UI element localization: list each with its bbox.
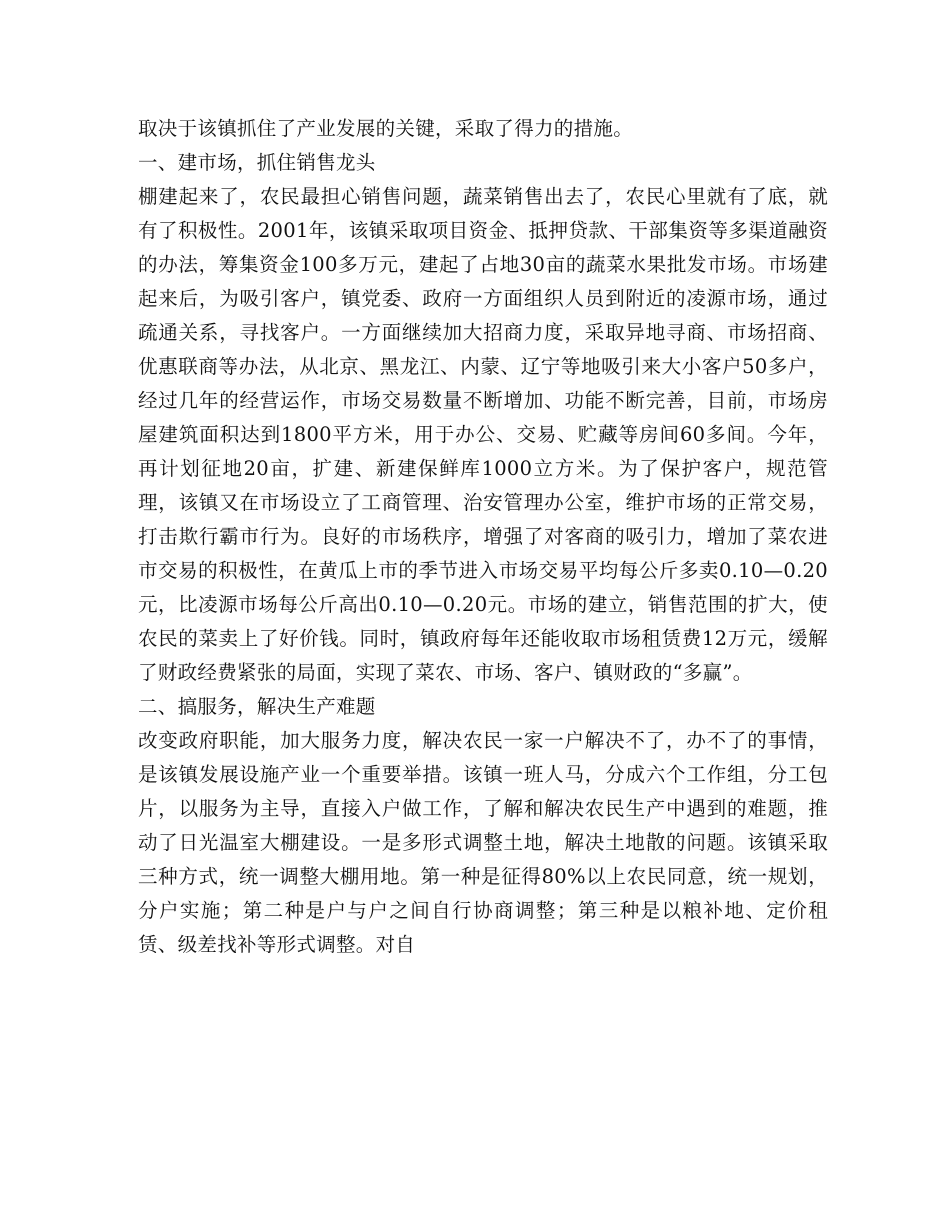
paragraph-market: 棚建起来了，农民最担心销售问题，蔬菜销售出去了，农民心里就有了底，就有了积极性。2001年，该镇采取项目资金、抵押贷款、干部集资等多渠道融资的办法，筹集资金100多万元，建起了占地30亩的蔬菜水果批发市场。市场建起来后，为吸引客户，镇党委、政府一方面组织人员到附近的凌源市场，通过疏通关系，寻找客户。一方面继续加大招商力度，采取异地寻商、市场招商、优惠联商等办法，从北京、黑龙江、内蒙、辽宁等地吸引来大小客户50多户，经过几年的经营运作，市场交易数量不断增加、功能不断完善，目前，市场房屋建筑面积达到1800平方米，用于办公、交易、贮藏等房间60多间。今年，再计划征地20亩，扩建、新建保鲜库1000立方米。为了保护客户，规范管理，该镇又在市场设立了工商管理、治安管理办公室，维护市场的正常交易，打击欺行霸市行为。良好的市场秩序，增强了对客商的吸引力，增加了菜农进市交易的积极性，在黄瓜上市的季节进入市场交易平均每公斤多卖0.10—0.20元，比凌源市场每公斤高出0.10—0.20元。市场的建立，销售范围的扩大，使农民的菜卖上了好价钱。同时，镇政府每年还能收取市场租赁费12万元，缓解了财政经费紧张的局面，实现了菜农、市场、客户、镇财政的“多赢”。	[138, 185, 828, 684]
paragraph-service: 改变政府职能，加大服务力度，解决农民一家一户解决不了，办不了的事情，是该镇发展设施产业一个重要举措。该镇一班人马，分成六个工作组，分工包片，以服务为主导，直接入户做工作，了解和解决农民生产中遇到的难题，推动了日光温室大棚建设。一是多形式调整土地，解决土地散的问题。该镇采取三种方式，统一调整大棚用地。第一种是征得80%以上农民同意，统一规划，分户实施；第二种是户与户之间自行协商调整；第三种是以粮补地、定价租赁、级差找补等形式调整。对自	[138, 729, 828, 956]
section-heading-service: 二、搞服务，解决生产难题	[138, 695, 376, 718]
paragraph-intro: 取决于该镇抓住了产业发展的关键，采取了得力的措施。	[138, 117, 634, 140]
document-body	[138, 112, 828, 962]
section-heading-market: 一、建市场，抓住销售龙头	[138, 151, 376, 174]
